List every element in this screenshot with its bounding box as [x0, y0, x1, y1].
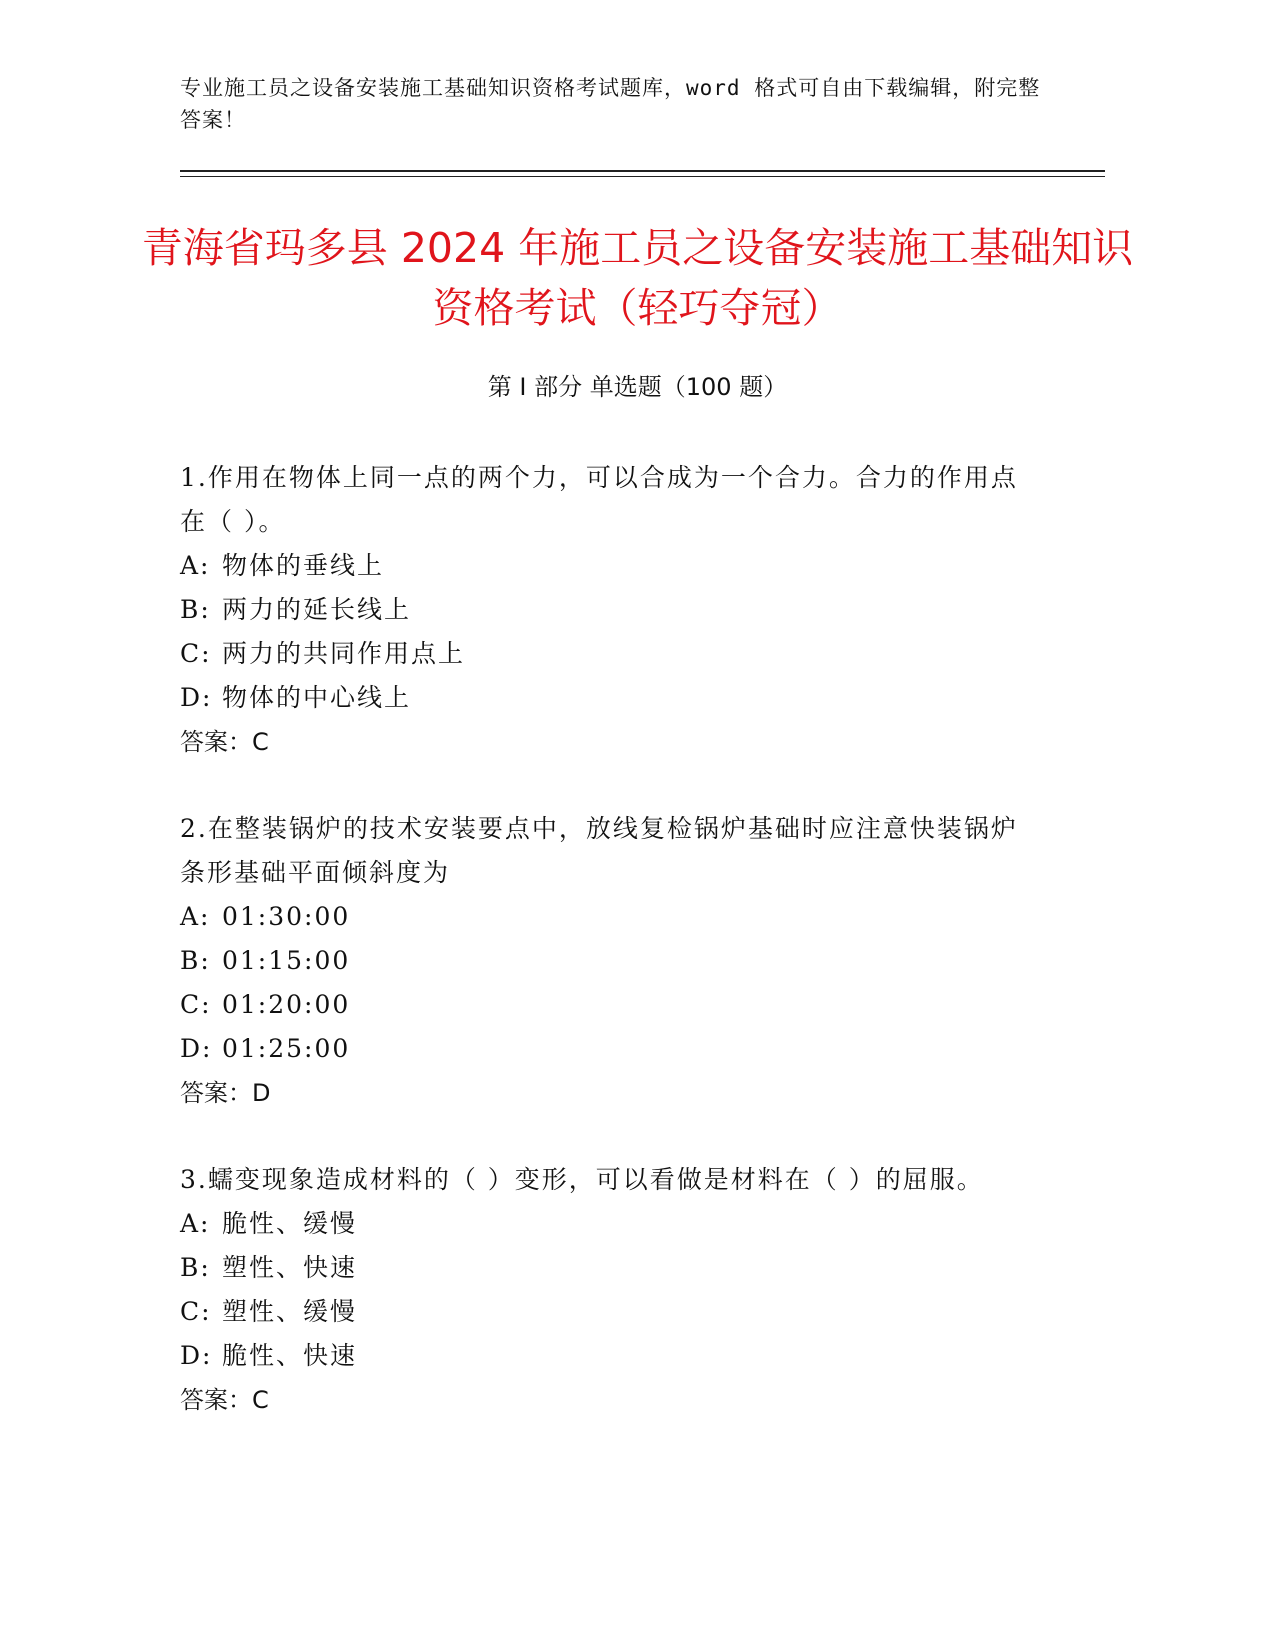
option-d — [180, 676, 1040, 720]
option-text: 两力的共同作用点上 — [222, 639, 466, 668]
option-a — [180, 1202, 1040, 1246]
document-title: 青海省玛多县 2024 年施工员之设备安装施工基础知识资格考试（轻巧夺冠） — [141, 224, 1134, 332]
option-c — [180, 983, 1040, 1027]
option-key: A: — [180, 551, 211, 580]
option-text: 脆性、快速 — [222, 1341, 358, 1370]
option-text: 01:25:00 — [222, 1034, 351, 1063]
option-text: 脆性、缓慢 — [222, 1209, 358, 1238]
question-3 — [180, 1158, 1040, 1422]
option-key: C: — [180, 1297, 212, 1326]
option-text: 01:15:00 — [222, 946, 351, 975]
option-key: A: — [180, 1209, 211, 1238]
option-key: C: — [180, 639, 212, 668]
option-text: 01:20:00 — [222, 990, 351, 1019]
option-key: D: — [180, 683, 213, 712]
option-text: 塑性、缓慢 — [222, 1297, 358, 1326]
header-note: 专业施工员之设备安装施工基础知识资格考试题库，word 格式可自由下载编辑，附完整答案！ — [180, 76, 1041, 132]
option-b — [180, 1246, 1040, 1290]
option-text: 01:30:00 — [222, 902, 351, 931]
option-text: 两力的延长线上 — [222, 595, 412, 624]
option-d — [180, 1027, 1040, 1071]
option-a — [180, 544, 1040, 588]
option-key: B: — [180, 1253, 211, 1282]
option-c — [180, 1290, 1040, 1334]
option-d — [180, 1334, 1040, 1378]
question-stem: 2.在整装锅炉的技术安装要点中，放线复检锅炉基础时应注意快装锅炉条形基础平面倾斜度为 — [180, 814, 1018, 887]
answer: 答案：D — [180, 1079, 271, 1107]
option-b — [180, 588, 1040, 632]
question-2 — [180, 807, 1040, 1115]
question-stem: 3.蠕变现象造成材料的（ ）变形，可以看做是材料在（ ）的屈服。 — [180, 1165, 984, 1194]
option-a — [180, 895, 1040, 939]
header-divider — [180, 170, 1105, 172]
option-text: 物体的中心线上 — [222, 683, 412, 712]
option-b — [180, 939, 1040, 983]
option-text: 物体的垂线上 — [222, 551, 385, 580]
question-1 — [180, 456, 1040, 764]
option-c — [180, 632, 1040, 676]
option-key: C: — [180, 990, 212, 1019]
option-key: D: — [180, 1034, 213, 1063]
option-key: A: — [180, 902, 211, 931]
header-divider-thin — [180, 176, 1105, 177]
question-stem: 1.作用在物体上同一点的两个力，可以合成为一个合力。合力的作用点在（ ）。 — [180, 463, 1018, 536]
option-text: 塑性、快速 — [222, 1253, 358, 1282]
option-key: B: — [180, 595, 211, 624]
answer: 答案：C — [180, 1386, 269, 1414]
option-key: B: — [180, 946, 211, 975]
answer: 答案：C — [180, 728, 269, 756]
option-key: D: — [180, 1341, 213, 1370]
section-title: 第 I 部分 单选题（100 题） — [487, 373, 788, 401]
question-list — [180, 456, 1040, 1465]
